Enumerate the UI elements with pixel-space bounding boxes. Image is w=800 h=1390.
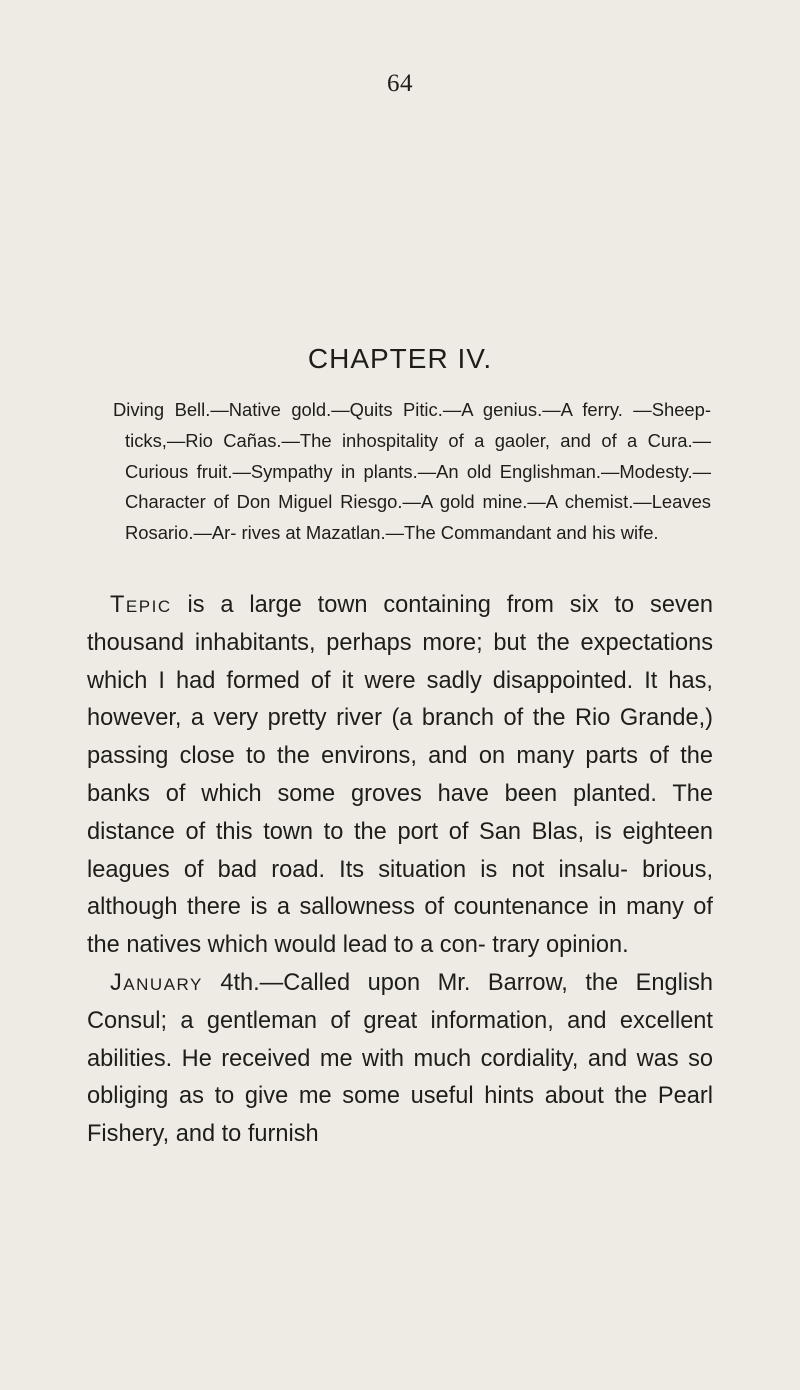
paragraph-1-lead: Tepic — [110, 592, 172, 618]
paragraph-2 — [87, 965, 713, 1154]
paragraph-1 — [87, 587, 713, 965]
body-text — [87, 587, 713, 1154]
paragraph-2-lead: January — [110, 969, 203, 996]
paragraph-2-text: 4th.—Called upon Mr. Barrow, the English Consul; a gentleman of great information, and excellent abilities. He received me with much cordiality, and was so obliging as to give me some useful hints about the Pearl Fishery, and to furnish — [87, 969, 713, 1148]
page-number: 64 — [387, 70, 413, 97]
chapter-summary: Diving Bell.—Native gold.—Quits Pitic.—A genius.—A ferry. —Sheep-ticks,—Rio Cañas.—The inhospitality of a gaoler, and of a Cura.—Curious fruit.—Sympathy in plants.—An old Englishman.—Modesty.—Character of Don Miguel Riesgo.—A gold mine.—A chemist.—Leaves Rosario.—Ar- rives at Mazatlan.—The Commandant and his wife. — [113, 399, 711, 544]
paragraph-1-text: is a large town containing from six to seven thousand inhabitants, perhaps more; but the expectations which I had formed of it were sadly disappointed. It has, however, a very pretty river (a branch of the Rio Grande,) passing close to the environs, and on many parts of the banks of which some groves have been planted. The distance of this town to the port of San Blas, is eighteen leagues of bad road. Its situation is not insalu- brious, although there is a sallowness of countenance in many of the natives which would lead to a con- trary opinion. — [87, 592, 713, 959]
chapter-title: CHAPTER IV. — [307, 343, 493, 374]
